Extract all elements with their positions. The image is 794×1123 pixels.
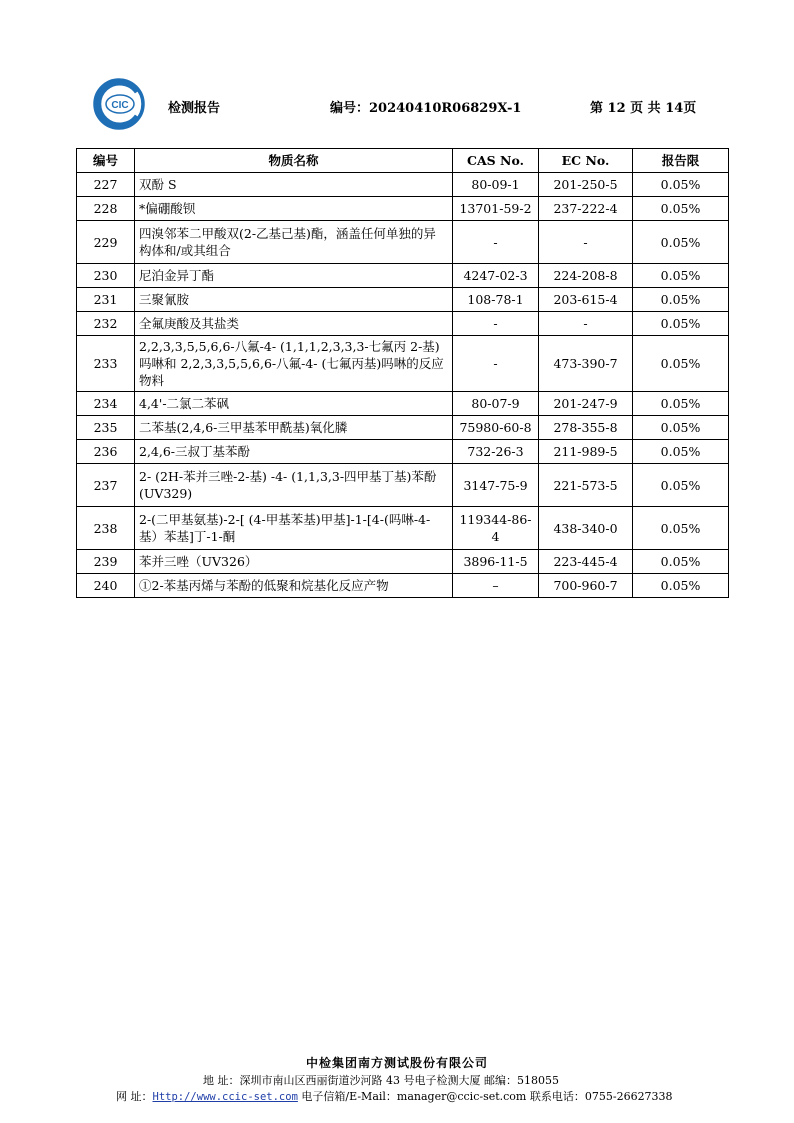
cell-no: 238	[77, 507, 135, 550]
cell-ec: 201-247-9	[539, 392, 633, 416]
cell-cas: 119344-86-4	[453, 507, 539, 550]
cell-ec: 203-615-4	[539, 288, 633, 312]
cell-ec: 438-340-0	[539, 507, 633, 550]
cell-name: *偏硼酸钡	[135, 197, 453, 221]
table-row	[77, 416, 729, 440]
report-title: 检测报告	[168, 101, 221, 116]
table-row	[77, 312, 729, 336]
cell-limit: 0.05%	[633, 392, 729, 416]
cell-cas: 80-09-1	[453, 173, 539, 197]
table-row	[77, 221, 729, 264]
cell-limit: 0.05%	[633, 550, 729, 574]
cell-cas: 3896-11-5	[453, 550, 539, 574]
cell-cas: -	[453, 221, 539, 264]
cell-limit: 0.05%	[633, 264, 729, 288]
cell-ec: -	[539, 312, 633, 336]
cell-no: 230	[77, 264, 135, 288]
cell-ec: 473-390-7	[539, 336, 633, 392]
cell-cas: 3147-75-9	[453, 464, 539, 507]
cell-no: 229	[77, 221, 135, 264]
page-info: 第 12 页 共 14页	[590, 101, 697, 116]
cell-no: 227	[77, 173, 135, 197]
cell-no: 233	[77, 336, 135, 392]
cell-no: 235	[77, 416, 135, 440]
cell-name: 4,4'-二氯二苯砜	[135, 392, 453, 416]
cell-limit: 0.05%	[633, 197, 729, 221]
cell-cas: 13701-59-2	[453, 197, 539, 221]
cell-ec: 201-250-5	[539, 173, 633, 197]
cell-name: 双酚 S	[135, 173, 453, 197]
cell-limit: 0.05%	[633, 312, 729, 336]
cell-no: 240	[77, 574, 135, 598]
table-row	[77, 173, 729, 197]
table-row	[77, 392, 729, 416]
cell-no: 228	[77, 197, 135, 221]
website-link[interactable]: Http://www.ccic-set.com	[152, 1091, 298, 1103]
col-header-limit: 报告限	[633, 149, 729, 173]
table-row	[77, 197, 729, 221]
cell-limit: 0.05%	[633, 173, 729, 197]
cell-ec: 700-960-7	[539, 574, 633, 598]
cell-name: 全氟庚酸及其盐类	[135, 312, 453, 336]
substance-table	[76, 148, 729, 598]
cell-cas: 4247-02-3	[453, 264, 539, 288]
logo-text: CIC	[111, 100, 129, 111]
cell-ec: 278-355-8	[539, 416, 633, 440]
cell-name: 2,4,6-三叔丁基苯酚	[135, 440, 453, 464]
cell-no: 232	[77, 312, 135, 336]
cell-ec: -	[539, 221, 633, 264]
cell-cas: 80-07-9	[453, 392, 539, 416]
company-address: 地 址：深圳市南山区西丽街道沙河路 43 号电子检测大厦 邮编：518055	[203, 1074, 559, 1087]
table-row	[77, 507, 729, 550]
cell-no: 236	[77, 440, 135, 464]
cell-limit: 0.05%	[633, 288, 729, 312]
cic-logo-icon	[93, 78, 145, 130]
contact-line	[116, 1088, 673, 1104]
cell-ec: 211-989-5	[539, 440, 633, 464]
cell-cas: 108-78-1	[453, 288, 539, 312]
cell-cas: 732-26-3	[453, 440, 539, 464]
table-row	[77, 288, 729, 312]
cell-name: 2,2,3,3,5,5,6,6-八氟-4- (1,1,1,2,3,3,3-七氟丙 2-基)吗啉和 2,2,3,3,5,5,6,6-八氟-4- (七氟丙基)吗啉的反应物料	[135, 336, 453, 392]
cell-no: 239	[77, 550, 135, 574]
cell-cas: 75980-60-8	[453, 416, 539, 440]
cell-no: 234	[77, 392, 135, 416]
cell-no: 237	[77, 464, 135, 507]
table-header-row	[77, 149, 729, 173]
cell-limit: 0.05%	[633, 574, 729, 598]
cell-ec: 221-573-5	[539, 464, 633, 507]
cell-name: 四溴邻苯二甲酸双(2-乙基己基)酯，涵盖任何单独的异构体和/或其组合	[135, 221, 453, 264]
table-row	[77, 464, 729, 507]
cell-name: ①2-苯基丙烯与苯酚的低聚和烷基化反应产物	[135, 574, 453, 598]
report-number: 编号：20240410R06829X-1	[330, 101, 522, 116]
cell-limit: 0.05%	[633, 221, 729, 264]
col-header-ec: EC No.	[539, 149, 633, 173]
cell-limit: 0.05%	[633, 464, 729, 507]
cell-limit: 0.05%	[633, 416, 729, 440]
cell-no: 231	[77, 288, 135, 312]
report-header	[0, 0, 794, 140]
table-row	[77, 574, 729, 598]
col-header-name: 物质名称	[135, 149, 453, 173]
cell-ec: 237-222-4	[539, 197, 633, 221]
cell-cas: -	[453, 312, 539, 336]
cell-cas: -	[453, 336, 539, 392]
table-row	[77, 550, 729, 574]
cell-limit: 0.05%	[633, 507, 729, 550]
col-header-cas: CAS No.	[453, 149, 539, 173]
website-label: 网 址：	[116, 1090, 153, 1103]
cell-name: 二苯基(2,4,6-三甲基苯甲酰基)氧化膦	[135, 416, 453, 440]
cell-name: 三聚氰胺	[135, 288, 453, 312]
table-row	[77, 440, 729, 464]
col-header-no: 编号	[77, 149, 135, 173]
cell-limit: 0.05%	[633, 440, 729, 464]
table-row	[77, 336, 729, 392]
contact-info: 电子信箱/E-Mail：manager@ccic-set.com 联系电话：0755-26627338	[297, 1090, 673, 1103]
cell-name: 2-(二甲基氨基)-2-[ (4-甲基苯基)甲基]-1-[4-(吗啉-4-基）苯基]丁-1-酮	[135, 507, 453, 550]
cell-name: 尼泊金异丁酯	[135, 264, 453, 288]
cell-limit: 0.05%	[633, 336, 729, 392]
cell-cas: –	[453, 574, 539, 598]
table-row	[77, 264, 729, 288]
company-name: 中检集团南方测试股份有限公司	[305, 1056, 488, 1070]
cell-name: 2- (2H-苯并三唑-2-基) -4- (1,1,3,3-四甲基丁基)苯酚(UV329)	[135, 464, 453, 507]
cell-ec: 224-208-8	[539, 264, 633, 288]
cell-ec: 223-445-4	[539, 550, 633, 574]
cell-name: 苯并三唑（UV326）	[135, 550, 453, 574]
